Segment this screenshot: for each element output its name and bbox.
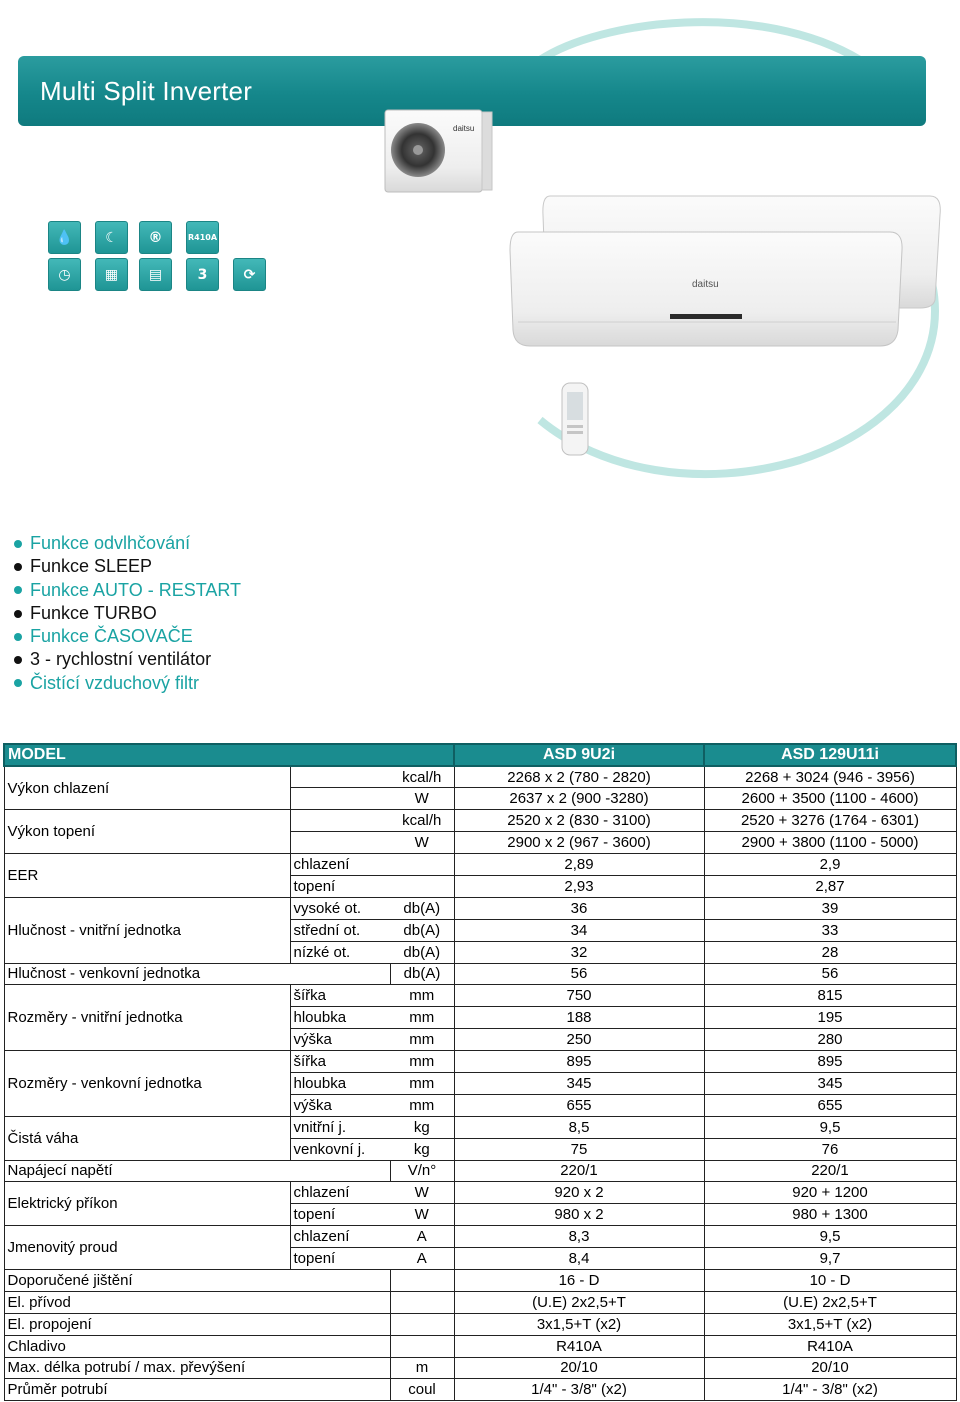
table-row [4, 897, 956, 919]
unit-cell: mm [390, 1007, 454, 1029]
value-cell: 1/4" - 3/8" (x2) [704, 1379, 956, 1401]
unit-cell: mm [390, 1072, 454, 1094]
value-cell: 750 [454, 985, 704, 1007]
feature-item: Funkce ČASOVAČE [14, 625, 241, 648]
sub-label: šířka [290, 1051, 390, 1073]
table-header-row [4, 744, 956, 766]
restart-icon: ® [139, 221, 172, 254]
page-title: Multi Split Inverter [40, 76, 253, 106]
value-cell: 9,5 [704, 1116, 956, 1138]
value-cell: 75 [454, 1138, 704, 1160]
outdoor-brand-label: daitsu [453, 124, 475, 133]
value-cell: 2520 x 2 (830 - 3100) [454, 810, 704, 832]
value-cell: 3x1,5+T (x2) [454, 1313, 704, 1335]
row-label: Hlučnost - vnitřní jednotka [4, 897, 290, 963]
table-row [4, 766, 956, 788]
sub-label: venkovní j. [290, 1138, 390, 1160]
unit-cell: mm [390, 1029, 454, 1051]
value-cell: 980 x 2 [454, 1204, 704, 1226]
table-row [4, 810, 956, 832]
indoor-unit-front-image [510, 232, 902, 346]
row-label: Napájecí napětí [4, 1160, 390, 1182]
row-label: Chladivo [4, 1335, 390, 1357]
unit-cell [390, 1291, 454, 1313]
value-cell: 250 [454, 1029, 704, 1051]
sub-label: topení [290, 1204, 390, 1226]
value-cell: 815 [704, 985, 956, 1007]
remote-control-image [562, 383, 588, 455]
value-cell: 36 [454, 897, 704, 919]
value-cell: 2637 x 2 (900 -3280) [454, 788, 704, 810]
unit-cell: A [390, 1248, 454, 1270]
value-cell: 895 [704, 1051, 956, 1073]
row-label: Rozměry - venkovní jednotka [4, 1051, 290, 1117]
column-header-model1: ASD 9U2i [454, 744, 704, 766]
row-label: Výkon topení [4, 810, 290, 854]
row-label: Max. délka potrubí / max. převýšení [4, 1357, 390, 1379]
value-cell: 2,87 [704, 875, 956, 897]
value-cell: 56 [704, 963, 956, 985]
unit-cell: kcal/h [390, 766, 454, 788]
table-row [4, 1116, 956, 1138]
unit-cell: V/n° [390, 1160, 454, 1182]
sub-label: nízké ot. [290, 941, 390, 963]
value-cell: 280 [704, 1029, 956, 1051]
column-header-model: MODEL [4, 744, 390, 766]
row-label: Hlučnost - venkovní jednotka [4, 963, 390, 985]
feature-item: Čistící vzduchový filtr [14, 672, 241, 695]
unit-cell: A [390, 1226, 454, 1248]
bullet-icon [14, 540, 22, 548]
table-row [4, 854, 956, 876]
feature-item: Funkce TURBO [14, 602, 241, 625]
value-cell: 895 [454, 1051, 704, 1073]
value-cell: 20/10 [704, 1357, 956, 1379]
table-row [4, 1226, 956, 1248]
sub-label: topení [290, 1248, 390, 1270]
table-row [4, 1051, 956, 1073]
sub-label: vysoké ot. [290, 897, 390, 919]
fan-speed-icon: 3 [186, 258, 219, 291]
unit-cell: mm [390, 985, 454, 1007]
sub-label: chlazení [290, 854, 390, 876]
sub-label: vnitřní j. [290, 1116, 390, 1138]
unit-cell: kcal/h [390, 810, 454, 832]
feature-icon-grid [48, 221, 278, 291]
value-cell: 220/1 [454, 1160, 704, 1182]
table-row [4, 985, 956, 1007]
bullet-icon [14, 563, 22, 571]
sub-label: výška [290, 1029, 390, 1051]
value-cell: 2268 x 2 (780 - 2820) [454, 766, 704, 788]
value-cell: 16 - D [454, 1269, 704, 1291]
feature-list [14, 532, 241, 695]
unit-cell: mm [390, 1094, 454, 1116]
table-row [4, 1313, 956, 1335]
unit-cell: W [390, 1204, 454, 1226]
row-label: Čistá váha [4, 1116, 290, 1160]
value-cell: 9,5 [704, 1226, 956, 1248]
table-row [4, 1269, 956, 1291]
unit-cell: db(A) [390, 897, 454, 919]
value-cell: 195 [704, 1007, 956, 1029]
table-row [4, 1291, 956, 1313]
unit-cell: kg [390, 1116, 454, 1138]
value-cell: 34 [454, 919, 704, 941]
feature-item: Funkce AUTO - RESTART [14, 579, 241, 602]
value-cell: R410A [454, 1335, 704, 1357]
table-row [4, 1182, 956, 1204]
table-row [4, 1357, 956, 1379]
sub-label: hloubka [290, 1007, 390, 1029]
sub-label: výška [290, 1094, 390, 1116]
sub-label: chlazení [290, 1226, 390, 1248]
row-label: El. přívod [4, 1291, 390, 1313]
row-label: Jmenovitý proud [4, 1226, 290, 1270]
unit-cell: m [390, 1357, 454, 1379]
value-cell: 2268 + 3024 (946 - 3956) [704, 766, 956, 788]
value-cell: 188 [454, 1007, 704, 1029]
unit-cell [390, 1269, 454, 1291]
row-label: Výkon chlazení [4, 766, 290, 810]
value-cell: 2,93 [454, 875, 704, 897]
value-cell: 9,7 [704, 1248, 956, 1270]
outdoor-unit-image [385, 110, 492, 192]
bullet-icon [14, 656, 22, 664]
unit-cell [390, 1313, 454, 1335]
unit-cell: W [390, 832, 454, 854]
value-cell: 1/4" - 3/8" (x2) [454, 1379, 704, 1401]
value-cell: 56 [454, 963, 704, 985]
table-row [4, 1160, 956, 1182]
value-cell: 345 [454, 1072, 704, 1094]
value-cell: 8,4 [454, 1248, 704, 1270]
sub-label: chlazení [290, 1182, 390, 1204]
table-row [4, 1379, 956, 1401]
value-cell: 345 [704, 1072, 956, 1094]
sub-label: topení [290, 875, 390, 897]
bullet-icon [14, 610, 22, 618]
filter-icon: ▦ [95, 258, 128, 291]
value-cell: 2900 + 3800 (1100 - 5000) [704, 832, 956, 854]
column-header-model2: ASD 129U11i [704, 744, 956, 766]
unit-cell [390, 1335, 454, 1357]
value-cell: 32 [454, 941, 704, 963]
value-cell: 2,89 [454, 854, 704, 876]
feature-item: Funkce odvlhčování [14, 532, 241, 555]
unit-cell: db(A) [390, 919, 454, 941]
value-cell: (U.E) 2x2,5+T [454, 1291, 704, 1313]
spec-table [3, 743, 957, 1401]
value-cell: 33 [704, 919, 956, 941]
unit-cell: W [390, 788, 454, 810]
row-label: Rozměry - vnitřní jednotka [4, 985, 290, 1051]
unit-cell: W [390, 1182, 454, 1204]
value-cell: 76 [704, 1138, 956, 1160]
value-cell: (U.E) 2x2,5+T [704, 1291, 956, 1313]
sub-label: hloubka [290, 1072, 390, 1094]
unit-cell: coul [390, 1379, 454, 1401]
value-cell: 655 [454, 1094, 704, 1116]
turbo-icon: ⟳ [233, 258, 266, 291]
timer-icon: ◷ [48, 258, 81, 291]
sub-label: šířka [290, 985, 390, 1007]
bullet-icon [14, 586, 22, 594]
value-cell: 2600 + 3500 (1100 - 4600) [704, 788, 956, 810]
table-row [4, 963, 956, 985]
unit-cell: kg [390, 1138, 454, 1160]
unit-cell: db(A) [390, 963, 454, 985]
value-cell: 10 - D [704, 1269, 956, 1291]
value-cell: 28 [704, 941, 956, 963]
value-cell: 2,9 [704, 854, 956, 876]
table-row [4, 1335, 956, 1357]
value-cell: 20/10 [454, 1357, 704, 1379]
refrigerant-icon: R410A [186, 221, 219, 254]
dehumidify-icon: 💧 [48, 221, 81, 254]
row-label: El. propojení [4, 1313, 390, 1335]
value-cell: 920 + 1200 [704, 1182, 956, 1204]
row-label: Elektrický příkon [4, 1182, 290, 1226]
value-cell: 920 x 2 [454, 1182, 704, 1204]
value-cell: 980 + 1300 [704, 1204, 956, 1226]
value-cell: 2520 + 3276 (1764 - 6301) [704, 810, 956, 832]
sleep-icon: ☾ [95, 221, 128, 254]
value-cell: R410A [704, 1335, 956, 1357]
bullet-icon [14, 633, 22, 641]
column-header-unit [390, 744, 454, 766]
unit-cell: mm [390, 1051, 454, 1073]
sub-label: střední ot. [290, 919, 390, 941]
row-label: Doporučené jištění [4, 1269, 390, 1291]
feature-item: Funkce SLEEP [14, 555, 241, 578]
value-cell: 2900 x 2 (967 - 3600) [454, 832, 704, 854]
feature-item: 3 - rychlostní ventilátor [14, 648, 241, 671]
unit-cell: db(A) [390, 941, 454, 963]
bullet-icon [14, 679, 22, 687]
value-cell: 220/1 [704, 1160, 956, 1182]
indoor-brand-label: daitsu [692, 279, 719, 290]
row-label: EER [4, 854, 290, 898]
remote-icon: ▤ [139, 258, 172, 291]
value-cell: 39 [704, 897, 956, 919]
value-cell: 3x1,5+T (x2) [704, 1313, 956, 1335]
value-cell: 8,3 [454, 1226, 704, 1248]
row-label: Průměr potrubí [4, 1379, 390, 1401]
value-cell: 655 [704, 1094, 956, 1116]
value-cell: 8,5 [454, 1116, 704, 1138]
